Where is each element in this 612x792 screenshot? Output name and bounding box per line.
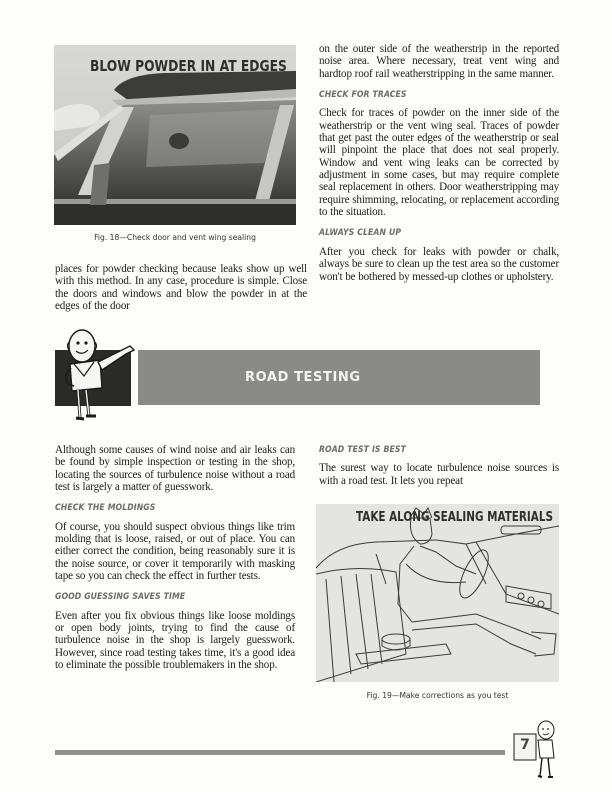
figure-18-photo — [54, 45, 296, 225]
subheading-always-clean-up: ALWAYS CLEAN UP — [319, 228, 402, 239]
paragraph: After you check for leaks with powder or chalk, always be sure to clean up the test area so the customer won't be bothered by messed-up clothes or upholstery. — [319, 245, 559, 283]
subheading-road-test-is-best: ROAD TEST IS BEST — [319, 445, 406, 455]
paragraph: Even after you fix obvious things like loose moldings or open body joints, trying to find the cause of turbulence noise in the shop is largely guesswork. However, since road testing takes time, it's a good idea to eliminate the possible troublemakers in the shop. — [55, 609, 295, 672]
bottom-left-column — [55, 444, 295, 672]
figure-19-caption: Fig. 19—Make corrections as you test — [366, 691, 509, 700]
top-left-column — [55, 263, 307, 312]
paragraph: Although some causes of wind noise and air leaks can be found by simple inspection or testing in the shop, locating the sources of turbulence noise without a road test is largely a matter of guesswork. — [55, 444, 295, 494]
figure-18-title: BLOW POWDER IN AT EDGES — [90, 57, 287, 75]
section-banner — [138, 350, 540, 405]
driver-in-car-illustration — [316, 504, 559, 682]
bottom-right-column — [319, 444, 559, 487]
paragraph: The surest way to locate turbulence noise sources is with a road test. It lets you repeat — [319, 462, 559, 487]
subheading-check-the-moldings: CHECK THE MOLDINGS — [55, 503, 156, 514]
figure-18-caption: Fig. 18—Check door and vent wing sealing — [94, 233, 256, 242]
section-title: ROAD TESTING — [245, 370, 361, 385]
paragraph: Check for traces of powder on the inner side of the weatherstrip or the vent wing seal. Traces of powder that get past the outer edges of the weatherstrip or seal will pinpoint the place that does not seal properly. Window and vent wing leaks can be corrected by adjustment in some cases, but may require complete seal replacement in others. Door weatherstripping may require shimming, relocating, or replacement according to the situation. — [319, 107, 559, 219]
mascot-pointing-icon — [56, 328, 136, 426]
footer-rule — [55, 750, 505, 755]
paragraph: places for powder checking because leaks show up well with this method. In any case, procedure is simple. Close the doors and windows and blow the powder in at the edges of the door — [55, 263, 307, 313]
subheading-good-guessing-saves-time: GOOD GUESSING SAVES TIME — [55, 592, 186, 603]
subheading-check-for-traces: CHECK FOR TRACES — [319, 90, 407, 101]
paragraph: on the outer side of the weatherstrip in the reported noise area. Where necessary, treat vent wing and hardtop roof rail weatherstripping in the same manner. — [319, 43, 559, 80]
page-number: 7 — [520, 737, 530, 753]
figure-19-illustration — [316, 504, 559, 682]
paragraph: Of course, you should suspect obvious things like trim molding that is loose, raised, or out of place. You can either correct the condition, being reasonably sure it is the noise source, or cover it temporarily with masking tape so you can check the effect in further tests. — [55, 520, 295, 583]
top-right-column — [319, 43, 559, 283]
figure-19-title: TAKE ALONG SEALING MATERIALS — [356, 510, 553, 525]
